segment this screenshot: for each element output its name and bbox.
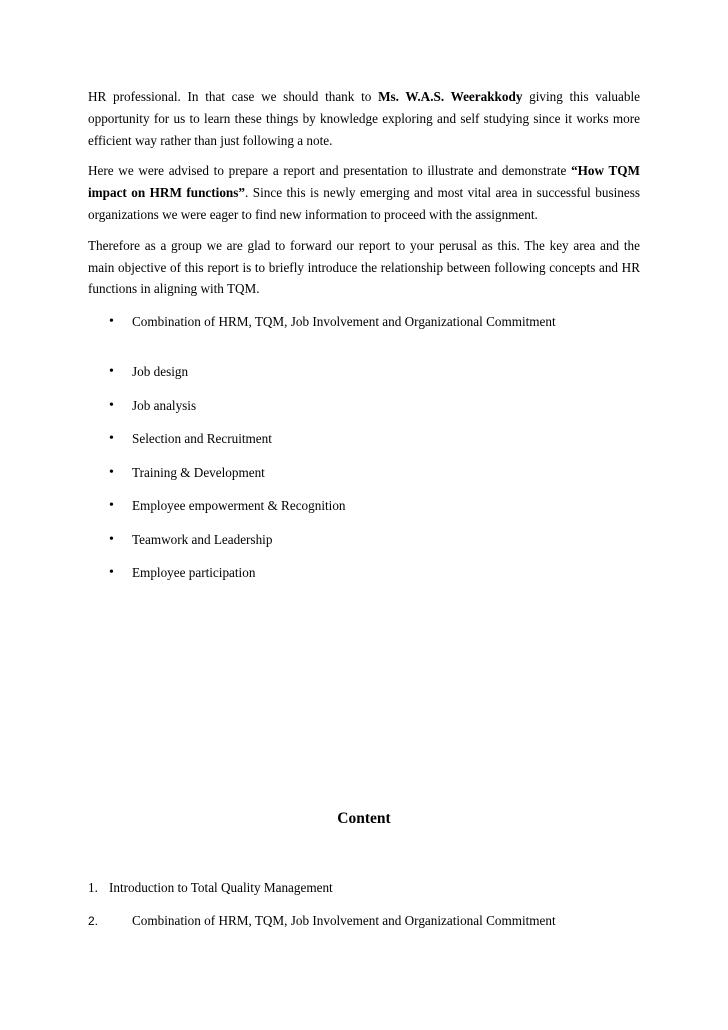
bullet-icon: •	[109, 364, 114, 380]
toc-text: Combination of HRM, TQM, Job Involvement and Organizational Commitment	[132, 913, 556, 928]
toc-item	[88, 878, 648, 898]
bullet-text: Job analysis	[132, 397, 197, 413]
bullet-item	[88, 563, 640, 583]
paragraph-objective: Therefore as a group we are glad to forward our report to your perusal as this. The key area and the main objective of this report is to briefly introduce the relationship between following concepts and HR functions in aligning with TQM.	[88, 237, 640, 297]
paragraph-2-text-end: . Since this is newly emerging and most vital area in successful business organizations we were eager to find new information to proceed with the assignment.	[88, 185, 641, 222]
paragraph-assignment	[88, 160, 640, 225]
bullet-text: Combination of HRM, TQM, Job Involvement and Organizational Commitment	[132, 314, 556, 330]
bullet-item	[88, 396, 640, 416]
table-of-contents	[88, 878, 648, 931]
toc-text: Introduction to Total Quality Management	[109, 880, 333, 895]
bullet-item	[88, 429, 640, 449]
bullet-text: Selection and Recruitment	[132, 431, 272, 447]
content-heading: Content	[337, 810, 391, 827]
report-title: “How TQM impact on HRM functions”	[88, 163, 640, 201]
bullet-text: Teamwork and Leadership	[132, 531, 273, 547]
bullet-text: Employee participation	[132, 565, 256, 581]
body-text	[88, 86, 640, 597]
bullet-icon: •	[109, 314, 114, 330]
bullet-item	[88, 496, 640, 516]
person-name: Ms. W.A.S. Weerakkody	[378, 89, 523, 104]
toc-number: 1.	[88, 880, 98, 895]
bullet-icon: •	[109, 397, 114, 413]
bullet-icon: •	[109, 531, 114, 547]
bullet-item	[88, 362, 640, 382]
bullet-text: Training & Development	[132, 464, 265, 480]
bullet-icon: •	[109, 464, 114, 480]
bullet-icon: •	[109, 565, 114, 581]
bullet-item	[88, 530, 640, 550]
bullet-text: Job design	[132, 364, 189, 380]
concept-bullet-list	[88, 312, 640, 583]
bullet-text: Employee empowerment & Recognition	[132, 498, 346, 514]
paragraph-2-text-start: Here we were advised to prepare a report and presentation to illustrate and demonstrate	[88, 163, 572, 179]
paragraph-1-text-start: HR professional. In that case we should thank to	[88, 89, 379, 104]
bullet-item	[88, 463, 640, 483]
paragraph-acknowledgement	[88, 86, 640, 151]
bullet-icon: •	[109, 431, 114, 447]
bullet-icon: •	[109, 498, 114, 514]
toc-number: 2.	[88, 914, 99, 928]
paragraph-1-text-end: giving this valuable opportunity for us to learn these things by knowledge exploring and self studying since it works more efficient way rather than just following a note.	[88, 89, 640, 148]
bullet-item	[88, 312, 640, 332]
toc-item	[88, 911, 648, 931]
